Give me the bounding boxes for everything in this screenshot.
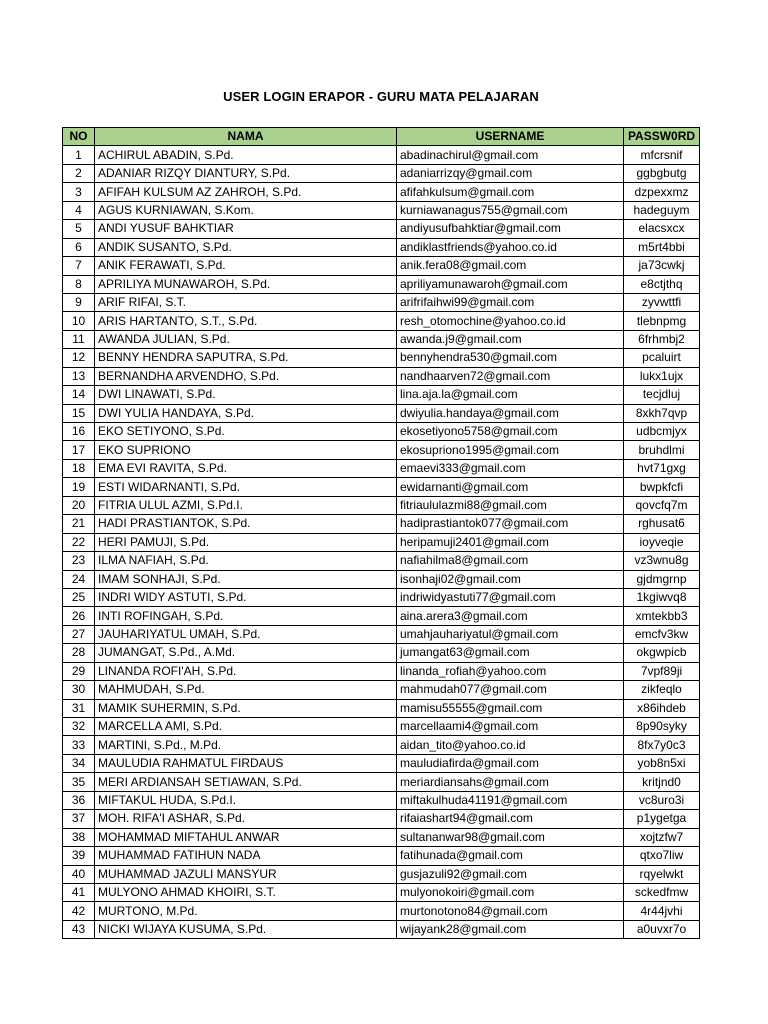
table-row: [63, 275, 700, 293]
table-row: [63, 662, 700, 680]
name-cell: AWANDA JULIAN, S.Pd.: [95, 330, 397, 348]
username-cell: dwiyulia.handaya@gmail.com: [397, 404, 624, 422]
row-number-cell: 15: [63, 404, 95, 422]
username-cell: arifrifaihwi99@gmail.com: [397, 293, 624, 311]
name-cell: NICKI WIJAYA KUSUMA, S.Pd.: [95, 920, 397, 938]
row-number-cell: 13: [63, 367, 95, 385]
row-number-cell: 18: [63, 459, 95, 477]
password-cell: 6frhmbj2: [624, 330, 700, 348]
username-cell: lina.aja.la@gmail.com: [397, 386, 624, 404]
password-cell: bruhdlmi: [624, 441, 700, 459]
username-cell: andiklastfriends@yahoo.co.id: [397, 238, 624, 256]
table-header: [63, 128, 700, 146]
username-cell: resh_otomochine@yahoo.co.id: [397, 312, 624, 330]
username-cell: fitriaululazmi88@gmail.com: [397, 496, 624, 514]
row-number-cell: 31: [63, 699, 95, 717]
name-cell: ANIK FERAWATI, S.Pd.: [95, 257, 397, 275]
row-number-cell: 22: [63, 533, 95, 551]
name-cell: ACHIRUL ABADIN, S.Pd.: [95, 146, 397, 164]
table-row: [63, 257, 700, 275]
username-cell: emaevi333@gmail.com: [397, 459, 624, 477]
row-number-cell: 6: [63, 238, 95, 256]
username-cell: ekosupriono1995@gmail.com: [397, 441, 624, 459]
row-number-cell: 4: [63, 201, 95, 219]
username-cell: aina.arera3@gmail.com: [397, 607, 624, 625]
name-cell: MARCELLA AMI, S.Pd.: [95, 718, 397, 736]
table-row: [63, 404, 700, 422]
password-cell: gjdmgrnp: [624, 570, 700, 588]
password-cell: okgwpicb: [624, 644, 700, 662]
table-row: [63, 552, 700, 570]
username-cell: ewidarnanti@gmail.com: [397, 478, 624, 496]
username-cell: sultananwar98@gmail.com: [397, 828, 624, 846]
password-cell: zikfeqlo: [624, 681, 700, 699]
name-cell: MOH. RIFA'I ASHAR, S.Pd.: [95, 810, 397, 828]
name-cell: JAUHARIYATUL UMAH, S.Pd.: [95, 625, 397, 643]
password-cell: pcaluirt: [624, 349, 700, 367]
username-cell: mahmudah077@gmail.com: [397, 681, 624, 699]
table-row: [63, 496, 700, 514]
table-row: [63, 883, 700, 901]
username-cell: marcellaami4@gmail.com: [397, 718, 624, 736]
row-number-cell: 23: [63, 552, 95, 570]
name-cell: MUHAMMAD JAZULI MANSYUR: [95, 865, 397, 883]
username-cell: abadinachirul@gmail.com: [397, 146, 624, 164]
username-cell: gusjazuli92@gmail.com: [397, 865, 624, 883]
table-row: [63, 441, 700, 459]
username-cell: fatihunada@gmail.com: [397, 847, 624, 865]
password-cell: e8ctjthq: [624, 275, 700, 293]
username-cell: nafiahilma8@gmail.com: [397, 552, 624, 570]
username-cell: adaniarrizqy@gmail.com: [397, 164, 624, 182]
column-header-password: PASSW0RD: [624, 128, 700, 146]
table-row: [63, 902, 700, 920]
name-cell: JUMANGAT, S.Pd., A.Md.: [95, 644, 397, 662]
name-cell: EKO SUPRIONO: [95, 441, 397, 459]
table-row: [63, 478, 700, 496]
row-number-cell: 11: [63, 330, 95, 348]
password-cell: rqyelwkt: [624, 865, 700, 883]
password-cell: vz3wnu8g: [624, 552, 700, 570]
password-cell: x86ihdeb: [624, 699, 700, 717]
column-header-no: NO: [63, 128, 95, 146]
row-number-cell: 39: [63, 847, 95, 865]
row-number-cell: 2: [63, 164, 95, 182]
password-cell: yob8n5xi: [624, 754, 700, 772]
username-cell: umahjauhariyatul@gmail.com: [397, 625, 624, 643]
username-cell: heripamuji2401@gmail.com: [397, 533, 624, 551]
name-cell: DWI YULIA HANDAYA, S.Pd.: [95, 404, 397, 422]
table-row: [63, 810, 700, 828]
password-cell: ja73cwkj: [624, 257, 700, 275]
username-cell: andiyusufbahktiar@gmail.com: [397, 220, 624, 238]
name-cell: HADI PRASTIANTOK, S.Pd.: [95, 515, 397, 533]
name-cell: MOHAMMAD MIFTAHUL ANWAR: [95, 828, 397, 846]
password-cell: 8xkh7qvp: [624, 404, 700, 422]
row-number-cell: 32: [63, 718, 95, 736]
row-number-cell: 29: [63, 662, 95, 680]
table-row: [63, 533, 700, 551]
table-row: [63, 201, 700, 219]
name-cell: ESTI WIDARNANTI, S.Pd.: [95, 478, 397, 496]
name-cell: INDRI WIDY ASTUTI, S.Pd.: [95, 588, 397, 606]
name-cell: BENNY HENDRA SAPUTRA, S.Pd.: [95, 349, 397, 367]
password-cell: xmtekbb3: [624, 607, 700, 625]
row-number-cell: 35: [63, 773, 95, 791]
username-cell: kurniawanagus755@gmail.com: [397, 201, 624, 219]
name-cell: ANDIK SUSANTO, S.Pd.: [95, 238, 397, 256]
password-cell: kritjnd0: [624, 773, 700, 791]
row-number-cell: 38: [63, 828, 95, 846]
user-login-table: [62, 127, 700, 939]
table-row: [63, 164, 700, 182]
username-cell: bennyhendra530@gmail.com: [397, 349, 624, 367]
password-cell: p1ygetga: [624, 810, 700, 828]
row-number-cell: 16: [63, 423, 95, 441]
password-cell: m5rt4bbi: [624, 238, 700, 256]
username-cell: murtonotono84@gmail.com: [397, 902, 624, 920]
table-row: [63, 718, 700, 736]
row-number-cell: 21: [63, 515, 95, 533]
password-cell: tlebnpmg: [624, 312, 700, 330]
table-row: [63, 570, 700, 588]
page-title: USER LOGIN ERAPOR - GURU MATA PELAJARAN: [223, 89, 539, 104]
username-cell: nandhaarven72@gmail.com: [397, 367, 624, 385]
column-header-nama: NAMA: [95, 128, 397, 146]
row-number-cell: 37: [63, 810, 95, 828]
table-row: [63, 607, 700, 625]
password-cell: zyvwttfi: [624, 293, 700, 311]
row-number-cell: 28: [63, 644, 95, 662]
row-number-cell: 8: [63, 275, 95, 293]
table-row: [63, 736, 700, 754]
name-cell: ANDI YUSUF BAHKTIAR: [95, 220, 397, 238]
username-cell: indriwidyastuti77@gmail.com: [397, 588, 624, 606]
username-cell: apriliyamunawaroh@gmail.com: [397, 275, 624, 293]
table-row: [63, 588, 700, 606]
table-row: [63, 349, 700, 367]
table-row: [63, 386, 700, 404]
table-row: [63, 754, 700, 772]
username-cell: isonhaji02@gmail.com: [397, 570, 624, 588]
row-number-cell: 3: [63, 183, 95, 201]
username-cell: afifahkulsum@gmail.com: [397, 183, 624, 201]
row-number-cell: 7: [63, 257, 95, 275]
name-cell: IMAM SONHAJI, S.Pd.: [95, 570, 397, 588]
username-cell: wijayank28@gmail.com: [397, 920, 624, 938]
table-row: [63, 828, 700, 846]
password-cell: tecjdluj: [624, 386, 700, 404]
name-cell: MAHMUDAH, S.Pd.: [95, 681, 397, 699]
username-cell: linanda_rofiah@yahoo.com: [397, 662, 624, 680]
password-cell: mfcrsnif: [624, 146, 700, 164]
name-cell: AFIFAH KULSUM AZ ZAHROH, S.Pd.: [95, 183, 397, 201]
name-cell: BERNANDHA ARVENDHO, S.Pd.: [95, 367, 397, 385]
password-cell: 4r44jvhi: [624, 902, 700, 920]
name-cell: APRILIYA MUNAWAROH, S.Pd.: [95, 275, 397, 293]
table-row: [63, 773, 700, 791]
name-cell: MERI ARDIANSAH SETIAWAN, S.Pd.: [95, 773, 397, 791]
username-cell: miftakulhuda41191@gmail.com: [397, 791, 624, 809]
password-cell: xojtzfw7: [624, 828, 700, 846]
table-row: [63, 791, 700, 809]
username-cell: meriardiansahs@gmail.com: [397, 773, 624, 791]
table-row: [63, 146, 700, 164]
password-cell: a0uvxr7o: [624, 920, 700, 938]
username-cell: hadiprastiantok077@gmail.com: [397, 515, 624, 533]
row-number-cell: 41: [63, 883, 95, 901]
password-cell: 8fx7y0c3: [624, 736, 700, 754]
table-row: [63, 515, 700, 533]
password-cell: 1kgiwvq8: [624, 588, 700, 606]
row-number-cell: 25: [63, 588, 95, 606]
table-row: [63, 238, 700, 256]
password-cell: 8p90syky: [624, 718, 700, 736]
name-cell: MULYONO AHMAD KHOIRI, S.T.: [95, 883, 397, 901]
name-cell: ILMA NAFIAH, S.Pd.: [95, 552, 397, 570]
name-cell: DWI LINAWATI, S.Pd.: [95, 386, 397, 404]
password-cell: udbcmjyx: [624, 423, 700, 441]
table-body: [63, 146, 700, 939]
password-cell: ioyveqie: [624, 533, 700, 551]
row-number-cell: 19: [63, 478, 95, 496]
row-number-cell: 34: [63, 754, 95, 772]
table-row: [63, 865, 700, 883]
table-row: [63, 293, 700, 311]
name-cell: MURTONO, M.Pd.: [95, 902, 397, 920]
table-row: [63, 312, 700, 330]
table-row: [63, 367, 700, 385]
table-row: [63, 644, 700, 662]
name-cell: MAMIK SUHERMIN, S.Pd.: [95, 699, 397, 717]
password-cell: lukx1ujx: [624, 367, 700, 385]
row-number-cell: 33: [63, 736, 95, 754]
row-number-cell: 30: [63, 681, 95, 699]
name-cell: INTI ROFINGAH, S.Pd.: [95, 607, 397, 625]
table-row: [63, 681, 700, 699]
name-cell: MIFTAKUL HUDA, S.Pd.I.: [95, 791, 397, 809]
username-cell: mauludiafirda@gmail.com: [397, 754, 624, 772]
password-cell: emcfv3kw: [624, 625, 700, 643]
password-cell: qtxo7liw: [624, 847, 700, 865]
table-row: [63, 625, 700, 643]
name-cell: ARIF RIFAI, S.T.: [95, 293, 397, 311]
row-number-cell: 12: [63, 349, 95, 367]
row-number-cell: 1: [63, 146, 95, 164]
password-cell: ggbgbutg: [624, 164, 700, 182]
table-row: [63, 699, 700, 717]
password-cell: bwpkfcfi: [624, 478, 700, 496]
username-cell: anik.fera08@gmail.com: [397, 257, 624, 275]
password-cell: 7vpf89ji: [624, 662, 700, 680]
column-header-username: USERNAME: [397, 128, 624, 146]
row-number-cell: 10: [63, 312, 95, 330]
password-cell: hadeguym: [624, 201, 700, 219]
row-number-cell: 43: [63, 920, 95, 938]
username-cell: jumangat63@gmail.com: [397, 644, 624, 662]
username-cell: awanda.j9@gmail.com: [397, 330, 624, 348]
header-row: [63, 128, 700, 146]
table-row: [63, 423, 700, 441]
row-number-cell: 20: [63, 496, 95, 514]
password-cell: dzpexxmz: [624, 183, 700, 201]
table-row: [63, 459, 700, 477]
username-cell: mulyonokoiri@gmail.com: [397, 883, 624, 901]
row-number-cell: 14: [63, 386, 95, 404]
table-row: [63, 183, 700, 201]
password-cell: sckedfmw: [624, 883, 700, 901]
name-cell: MARTINI, S.Pd., M.Pd.: [95, 736, 397, 754]
name-cell: AGUS KURNIAWAN, S.Kom.: [95, 201, 397, 219]
password-cell: qovcfq7m: [624, 496, 700, 514]
name-cell: MAULUDIA RAHMATUL FIRDAUS: [95, 754, 397, 772]
name-cell: LINANDA ROFI'AH, S.Pd.: [95, 662, 397, 680]
row-number-cell: 9: [63, 293, 95, 311]
table-row: [63, 330, 700, 348]
row-number-cell: 40: [63, 865, 95, 883]
table-row: [63, 847, 700, 865]
name-cell: ARIS HARTANTO, S.T., S.Pd.: [95, 312, 397, 330]
password-cell: elacsxcx: [624, 220, 700, 238]
password-cell: vc8uro3i: [624, 791, 700, 809]
row-number-cell: 26: [63, 607, 95, 625]
row-number-cell: 27: [63, 625, 95, 643]
password-cell: rghusat6: [624, 515, 700, 533]
row-number-cell: 24: [63, 570, 95, 588]
username-cell: rifaiashart94@gmail.com: [397, 810, 624, 828]
table-row: [63, 220, 700, 238]
name-cell: EMA EVI RAVITA, S.Pd.: [95, 459, 397, 477]
username-cell: ekosetiyono5758@gmail.com: [397, 423, 624, 441]
name-cell: FITRIA ULUL AZMI, S.Pd.I.: [95, 496, 397, 514]
row-number-cell: 42: [63, 902, 95, 920]
password-cell: hvt71gxg: [624, 459, 700, 477]
username-cell: aidan_tito@yahoo.co.id: [397, 736, 624, 754]
row-number-cell: 36: [63, 791, 95, 809]
username-cell: mamisu55555@gmail.com: [397, 699, 624, 717]
row-number-cell: 17: [63, 441, 95, 459]
table-row: [63, 920, 700, 938]
name-cell: MUHAMMAD FATIHUN NADA: [95, 847, 397, 865]
name-cell: EKO SETIYONO, S.Pd.: [95, 423, 397, 441]
row-number-cell: 5: [63, 220, 95, 238]
name-cell: ADANIAR RIZQY DIANTURY, S.Pd.: [95, 164, 397, 182]
name-cell: HERI PAMUJI, S.Pd.: [95, 533, 397, 551]
